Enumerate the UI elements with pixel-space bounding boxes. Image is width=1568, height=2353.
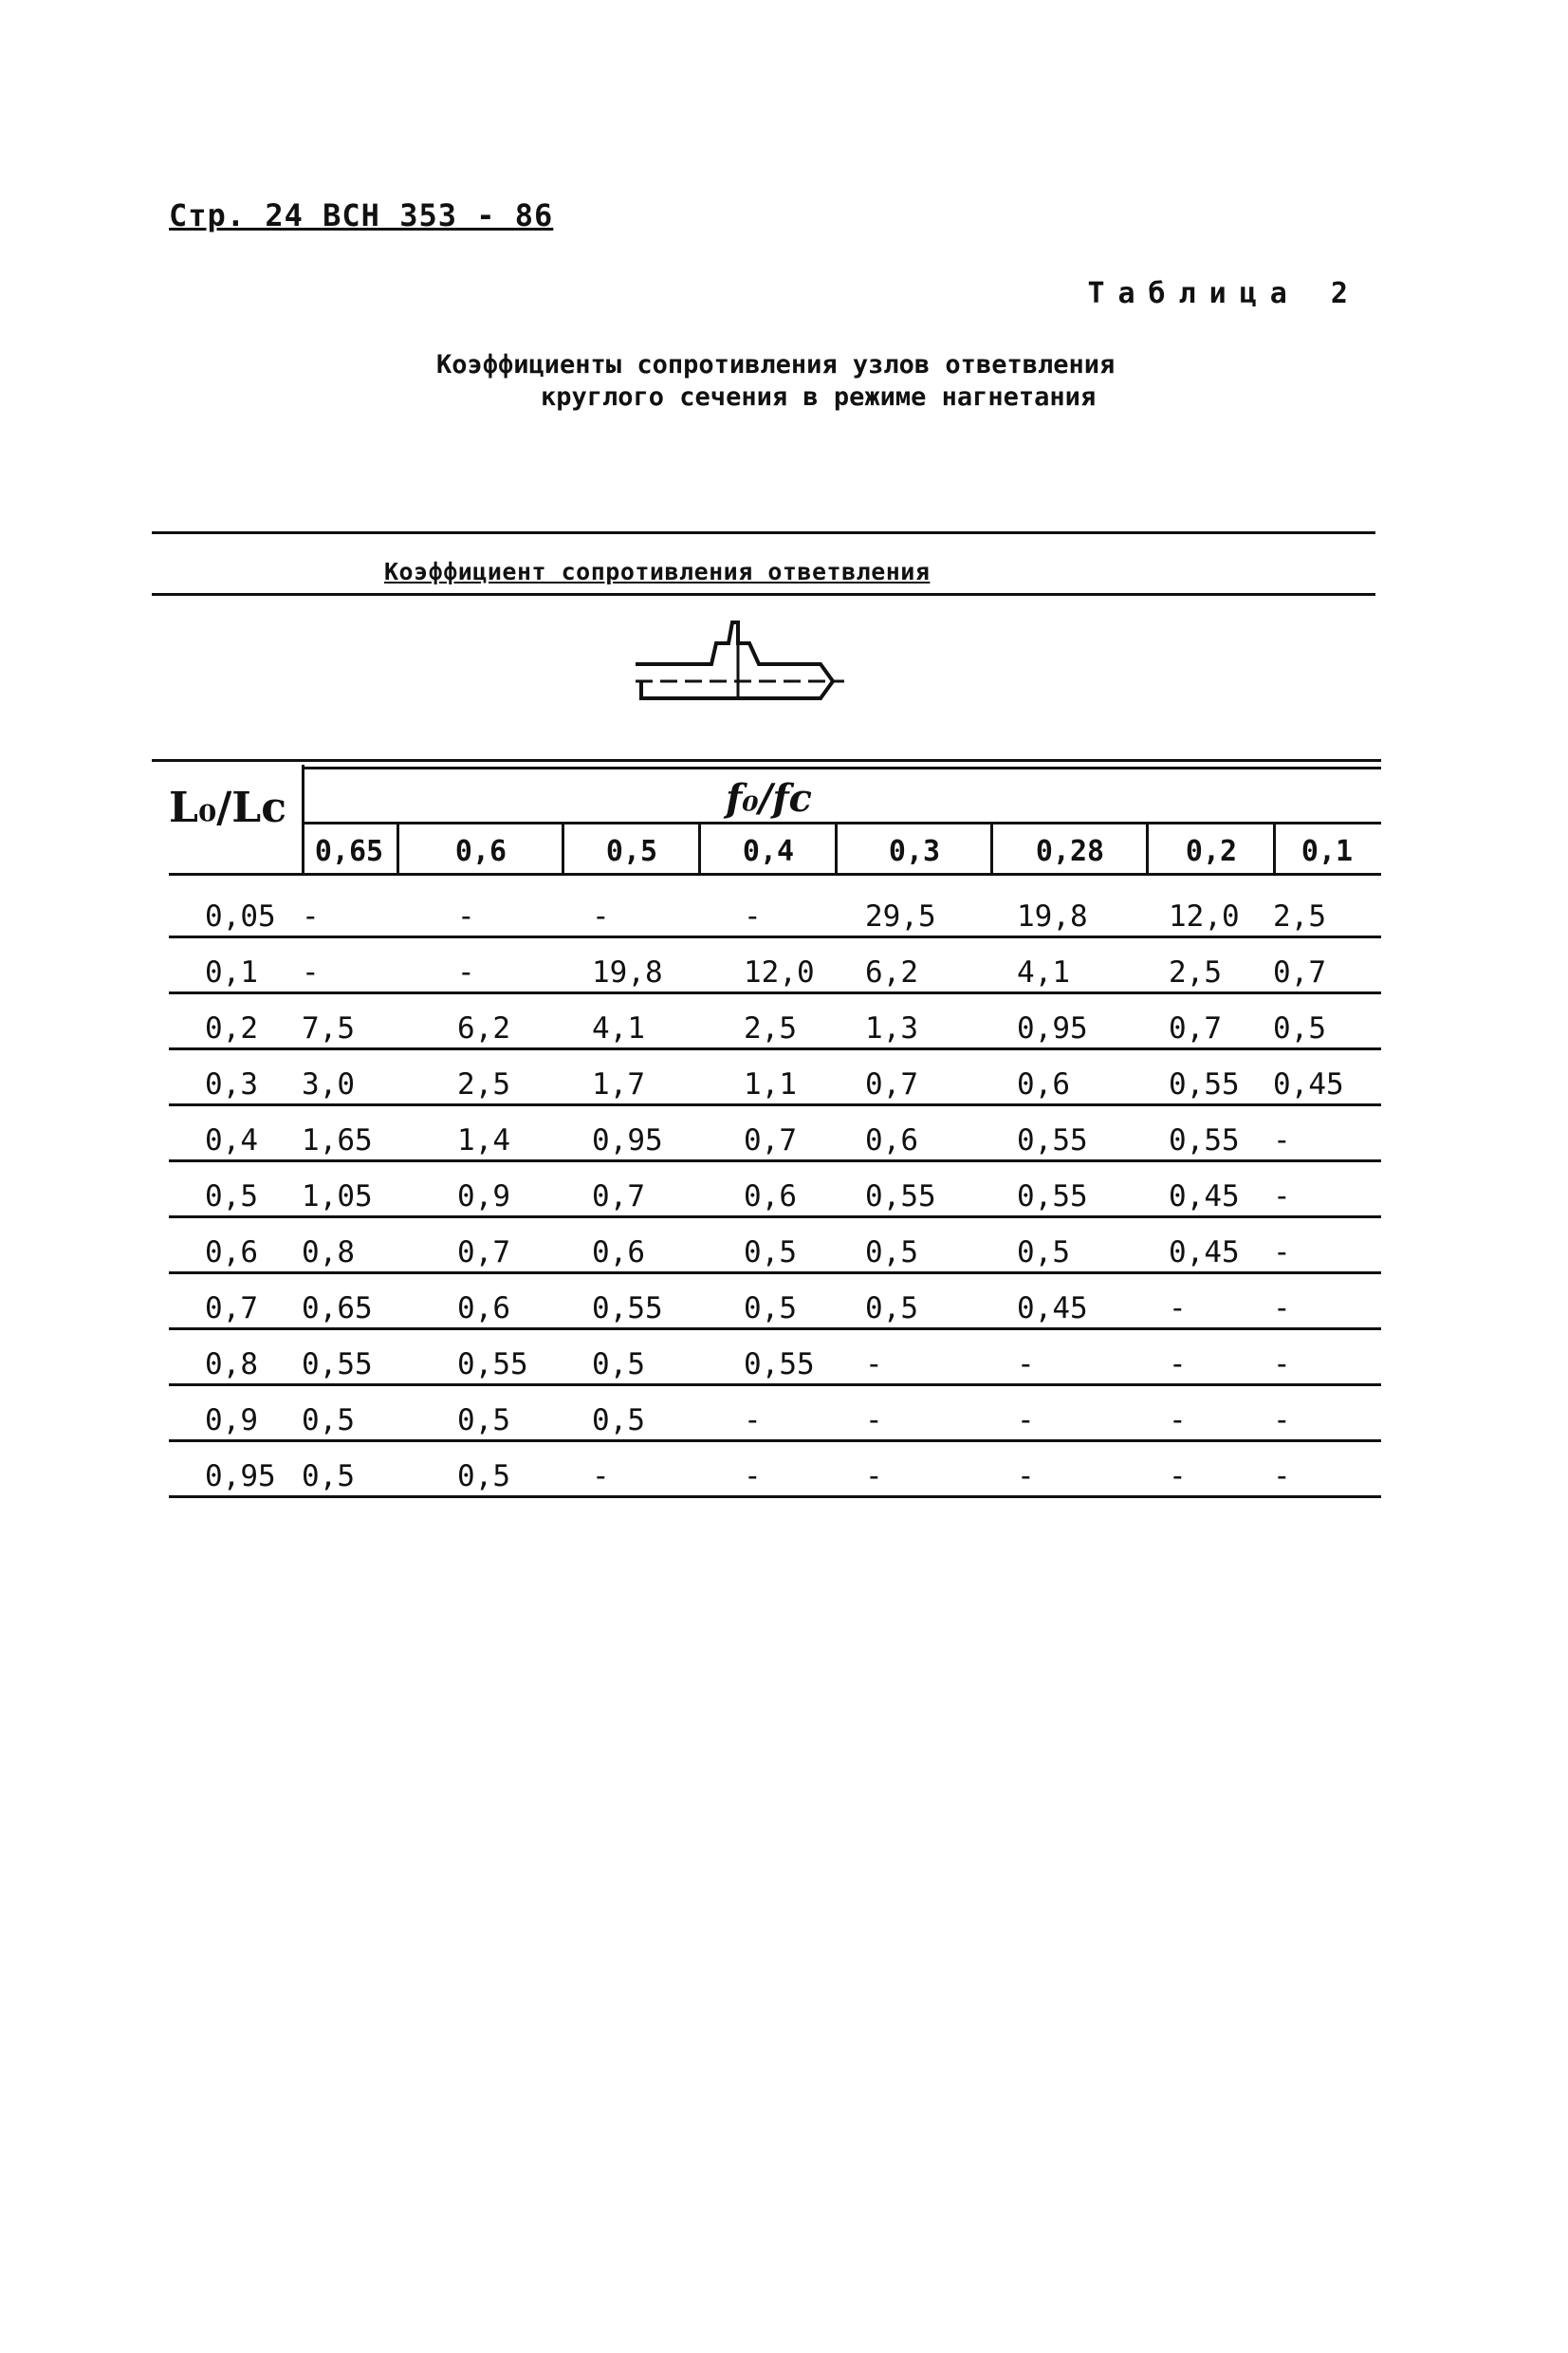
table-cell: 0,9 [457, 1161, 592, 1217]
table-cell: - [592, 1441, 744, 1497]
table-cell: 0,45 [1273, 1049, 1381, 1105]
table-cell: 0,55 [1169, 1049, 1273, 1105]
top-double-rule-1 [152, 531, 1375, 534]
table-cell: 0,55 [457, 1329, 592, 1385]
table-cell: 12,0 [744, 937, 865, 993]
table-cell: 1,3 [865, 993, 1017, 1049]
table-cell: 0,55 [302, 1329, 457, 1385]
table-cell: - [1273, 1385, 1381, 1441]
row-key-cell: 0,5 [169, 1161, 302, 1217]
table-cell: - [744, 1441, 865, 1497]
table-row [169, 1161, 1381, 1217]
table-cell: 1,7 [592, 1049, 744, 1105]
table-cell: 0,45 [1017, 1273, 1169, 1329]
row-key-cell: 0,2 [169, 993, 302, 1049]
page-reference: Стр. 24 ВСН 353 - 86 [169, 197, 554, 233]
table-cell: 0,55 [1017, 1105, 1169, 1161]
row-key-cell: 0,3 [169, 1049, 302, 1105]
column-divider [835, 822, 838, 873]
table-cell: - [865, 1329, 1017, 1385]
column-header-7: 0,1 [1301, 835, 1354, 868]
header-rule-2 [302, 767, 1381, 769]
table-cell: 29,5 [865, 882, 1017, 937]
table-cell: - [1273, 1217, 1381, 1273]
table-cell: 0,7 [1169, 993, 1273, 1049]
table-title-line-2: круглого сечения в режиме нагнетания [541, 382, 1097, 412]
table-cell: 0,95 [592, 1105, 744, 1161]
column-divider [1146, 822, 1149, 873]
column-group-header: f₀/fc [726, 776, 812, 821]
table-cell: - [302, 882, 457, 937]
table-cell: 3,0 [302, 1049, 457, 1105]
table-cell: 0,55 [744, 1329, 865, 1385]
table-cell: - [1273, 1441, 1381, 1497]
table-row [169, 1105, 1381, 1161]
row-key-cell: 0,4 [169, 1105, 302, 1161]
table-cell: 0,55 [1017, 1161, 1169, 1217]
column-header-6: 0,2 [1185, 835, 1238, 868]
table-cell: 1,05 [302, 1161, 457, 1217]
table-cell: - [744, 1385, 865, 1441]
table-cell: 0,45 [1169, 1217, 1273, 1273]
table-row [169, 1217, 1381, 1273]
column-divider [1273, 822, 1276, 873]
column-divider [397, 822, 399, 873]
table-cell: 0,6 [865, 1105, 1017, 1161]
table-cell: 0,5 [1017, 1217, 1169, 1273]
table-cell: - [744, 882, 865, 937]
table-cell: 0,7 [1273, 937, 1381, 993]
column-divider [562, 822, 564, 873]
table-cell: 19,8 [592, 937, 744, 993]
column-header-4: 0,3 [888, 835, 941, 868]
table-cell: 7,5 [302, 993, 457, 1049]
coefficient-table [169, 882, 1381, 1498]
table-cell: 0,5 [865, 1217, 1017, 1273]
table-cell: 0,5 [744, 1217, 865, 1273]
row-key-cell: 0,6 [169, 1217, 302, 1273]
table-cell: 1,65 [302, 1105, 457, 1161]
table-row [169, 1385, 1381, 1441]
table-cell: 0,5 [302, 1385, 457, 1441]
table-row [169, 1273, 1381, 1329]
branch-junction-diagram-icon [626, 615, 854, 748]
table-cell: 0,65 [302, 1273, 457, 1329]
column-header-2: 0,5 [605, 835, 658, 868]
top-double-rule-2 [152, 593, 1375, 596]
table-row [169, 937, 1381, 993]
table-cell: - [302, 937, 457, 993]
table-caption: Коэффициент сопротивления ответвления [384, 558, 931, 585]
table-cell: - [1169, 1385, 1273, 1441]
table-cell: 0,6 [592, 1217, 744, 1273]
table-cell: 4,1 [1017, 937, 1169, 993]
table-cell: - [1169, 1329, 1273, 1385]
table-cell: - [1017, 1385, 1169, 1441]
table-cell: - [1017, 1441, 1169, 1497]
table-cell: 0,5 [302, 1441, 457, 1497]
column-header-0: 0,65 [314, 835, 384, 868]
table-cell: 2,5 [744, 993, 865, 1049]
table-title [436, 349, 1233, 414]
table-cell: 0,7 [865, 1049, 1017, 1105]
row-key-cell: 0,05 [169, 882, 302, 937]
table-cell: 0,6 [457, 1273, 592, 1329]
table-title-line-1: Коэффициенты сопротивления узлов ответвления [436, 350, 1116, 380]
table-cell: - [865, 1385, 1017, 1441]
table-cell: 0,5 [592, 1329, 744, 1385]
row-header-ratio: L₀/Lc [169, 784, 287, 832]
table-cell: - [1169, 1273, 1273, 1329]
table-row [169, 1441, 1381, 1497]
column-header-1: 0,6 [454, 835, 507, 868]
table-cell: 0,55 [1169, 1105, 1273, 1161]
table-row [169, 993, 1381, 1049]
table-cell: 0,7 [744, 1105, 865, 1161]
table-cell: - [1273, 1273, 1381, 1329]
table-cell: - [457, 882, 592, 937]
table-cell: 0,5 [457, 1441, 592, 1497]
table-cell: 0,5 [865, 1273, 1017, 1329]
column-header-3: 0,4 [742, 835, 795, 868]
table-cell: 12,0 [1169, 882, 1273, 937]
table-cell: 0,5 [1273, 993, 1381, 1049]
row-key-cell: 0,95 [169, 1441, 302, 1497]
table-cell: 0,7 [592, 1161, 744, 1217]
table-cell: - [1273, 1161, 1381, 1217]
row-key-cell: 0,7 [169, 1273, 302, 1329]
table-cell: 1,4 [457, 1105, 592, 1161]
table-cell: 1,1 [744, 1049, 865, 1105]
header-rule-1 [152, 759, 1381, 762]
table-cell: 0,5 [744, 1273, 865, 1329]
table-cell: 0,7 [457, 1217, 592, 1273]
column-header-5: 0,28 [1035, 835, 1105, 868]
table-cell: 0,55 [592, 1273, 744, 1329]
table-cell: - [457, 937, 592, 993]
table-cell: - [1273, 1329, 1381, 1385]
table-cell: 2,5 [1273, 882, 1381, 937]
table-cell: 0,8 [302, 1217, 457, 1273]
table-row [169, 882, 1381, 937]
column-header-bottom-rule [169, 873, 1381, 876]
coefficient-table-body [169, 882, 1381, 1497]
table-number-label: Таблица 2 [1087, 277, 1361, 310]
table-cell: 6,2 [457, 993, 592, 1049]
table-cell: - [1017, 1329, 1169, 1385]
table-cell: 0,95 [1017, 993, 1169, 1049]
table-cell: - [865, 1441, 1017, 1497]
table-cell: 0,5 [592, 1385, 744, 1441]
table-cell: 0,6 [744, 1161, 865, 1217]
row-key-cell: 0,9 [169, 1385, 302, 1441]
table-cell: 0,55 [865, 1161, 1017, 1217]
column-divider [698, 822, 701, 873]
table-row [169, 1329, 1381, 1385]
table-cell: - [1273, 1105, 1381, 1161]
table-cell: - [1169, 1441, 1273, 1497]
table-cell: 4,1 [592, 993, 744, 1049]
table-cell: - [592, 882, 744, 937]
table-cell: 0,6 [1017, 1049, 1169, 1105]
column-divider [990, 822, 993, 873]
table-cell: 2,5 [1169, 937, 1273, 993]
column-group-rule [302, 822, 1381, 824]
row-key-cell: 0,8 [169, 1329, 302, 1385]
table-cell: 19,8 [1017, 882, 1169, 937]
table-cell: 0,5 [457, 1385, 592, 1441]
row-key-cell: 0,1 [169, 937, 302, 993]
table-row [169, 1049, 1381, 1105]
table-cell: 6,2 [865, 937, 1017, 993]
table-cell: 2,5 [457, 1049, 592, 1105]
table-cell: 0,45 [1169, 1161, 1273, 1217]
